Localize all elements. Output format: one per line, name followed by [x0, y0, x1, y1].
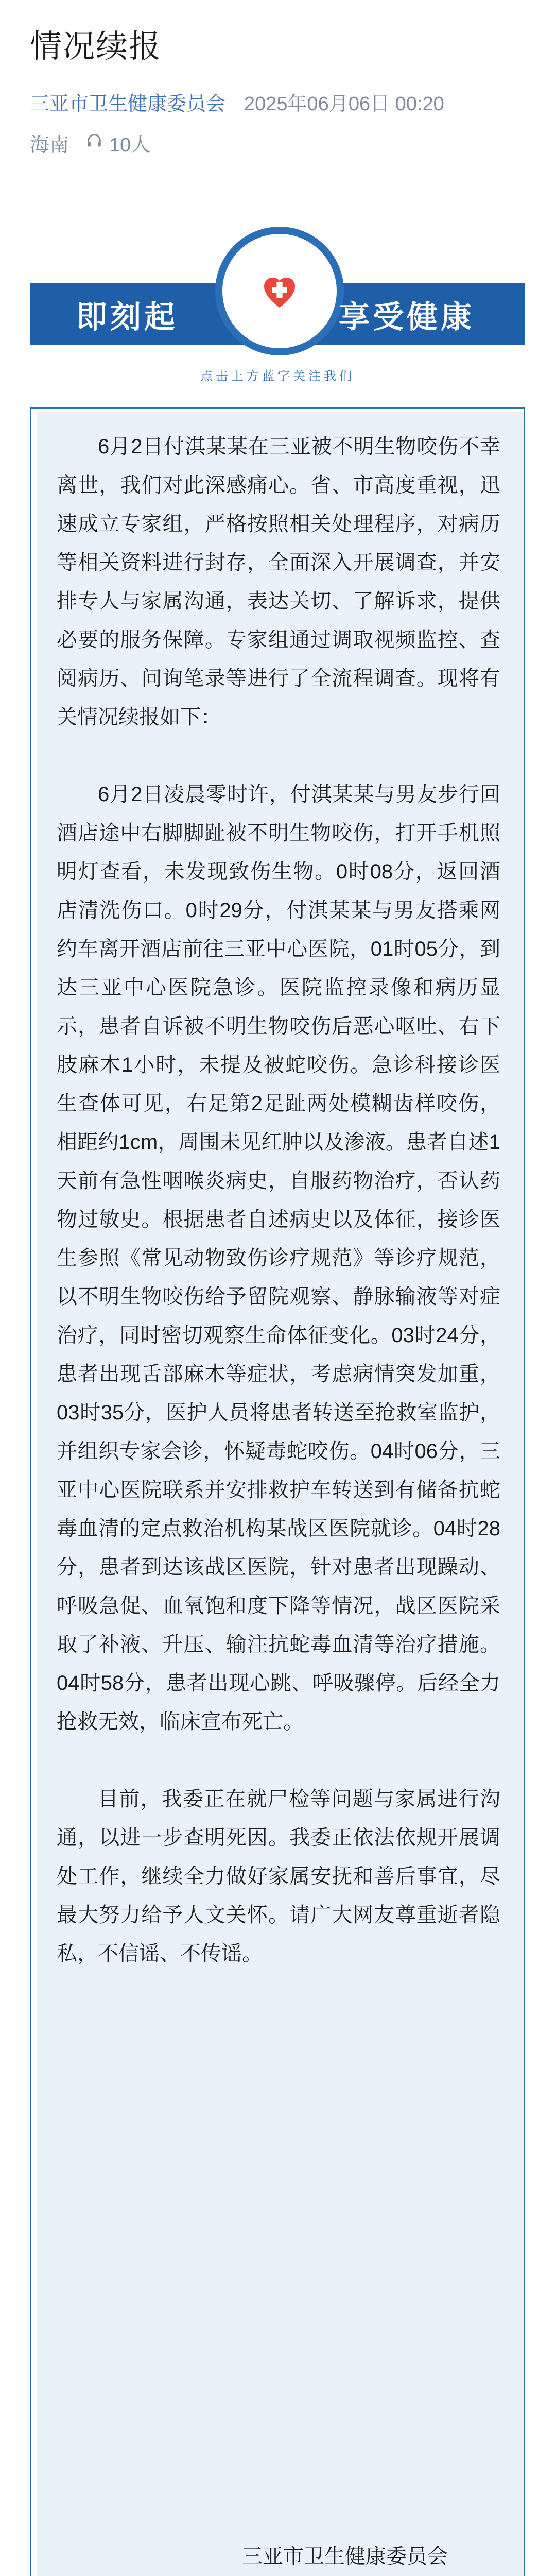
header-banner — [30, 227, 525, 422]
listen-count: 10人 — [109, 134, 151, 156]
health-badge — [215, 227, 344, 355]
article-body — [57, 428, 500, 2012]
signature-org: 三亚市卫生健康委员会 — [242, 2545, 448, 2568]
paragraph-1: 6月2日付淇某某在三亚被不明生物咬伤不幸离世，我们对此深感痛心。省、市高度重视，迅速成立专家组，严格按照相关处理程序，对病历等相关资料进行封存，全面深入开展调查，并安排专人与家属沟通，表达关切、了解诉求，提供必要的服务保障。专家组通过调取视频监控、查阅病历、问询笔录等进行了全流程调查。现将有关情况续报如下： — [57, 435, 500, 728]
article-meta — [30, 88, 444, 116]
banner-left-text: 即刻起 — [76, 300, 178, 334]
banner-right-text: 享受健康 — [339, 300, 475, 334]
paragraph-2: 6月2日凌晨零时许，付淇某某与男友步行回酒店途中右脚脚趾被不明生物咬伤，打开手机照明灯查看，未发现致伤生物。0时08分，返回酒店清洗伤口。0时29分，付淇某某与男友搭乘网约车离开酒店前往三亚中心医院，01时05分，到达三亚中心医院急诊。医院监控录像和病历显示，患者自诉被不明生物咬伤后恶心呕吐、右下肢麻木1小时，未提及被蛇咬伤。急诊科接诊医生查体可见，右足第2足趾两处模糊齿样咬伤，相距约1cm，周围未见红肿以及渗液。患者自述1天前有急性咽喉炎病史，自服药物治疗，否认药物过敏史。根据患者自述病史以及体征，接诊医生参照《常见动物致伤诊疗规范》等诊疗规范，以不明生物咬伤给予留院观察、静脉输液等对症治疗，同时密切观察生命体征变化。03时24分，患者出现舌部麻木等症状，考虑病情突发加重，03时35分，医护人员将患者转送至抢救室监护，并组织专家会诊，怀疑毒蛇咬伤。04时06分，三亚中心医院联系并安排救护车转送到有储备抗蛇毒血清的定点救治机构某战区医院就诊。04时28分，患者到达该战区医院，针对患者出现躁动、呼吸急促、血氧饱和度下降等情况，战区医院采取了补液、升压、输注抗蛇毒血清等治疗措施。04时58分，患者出现心跳、呼吸骤停。后经全力抢救无效，临床宣布死亡。 — [57, 783, 500, 1733]
paragraph-3: 目前，我委正在就尸检等问题与家属进行沟通，以进一步查明死因。我委正依法依规开展调处工作，继续全力做好家属安抚和善后事宜，尽最大努力给予人文关怀。请广大网友尊重逝者隐私，不信谣、不传谣。 — [57, 1788, 500, 1965]
follow-hint: 点击上方蓝字关注我们 — [200, 369, 355, 383]
location-label: 海南 — [30, 134, 70, 156]
account-link[interactable]: 三亚市卫生健康委员会 — [30, 93, 226, 115]
listen-button[interactable] — [85, 129, 150, 157]
headphones-icon — [85, 132, 103, 155]
page-title: 情况续报 — [30, 29, 162, 64]
heart-cross-icon — [256, 267, 303, 316]
article-meta-2 — [30, 129, 150, 157]
publish-time: 2025年06月06日 00:20 — [244, 93, 444, 115]
